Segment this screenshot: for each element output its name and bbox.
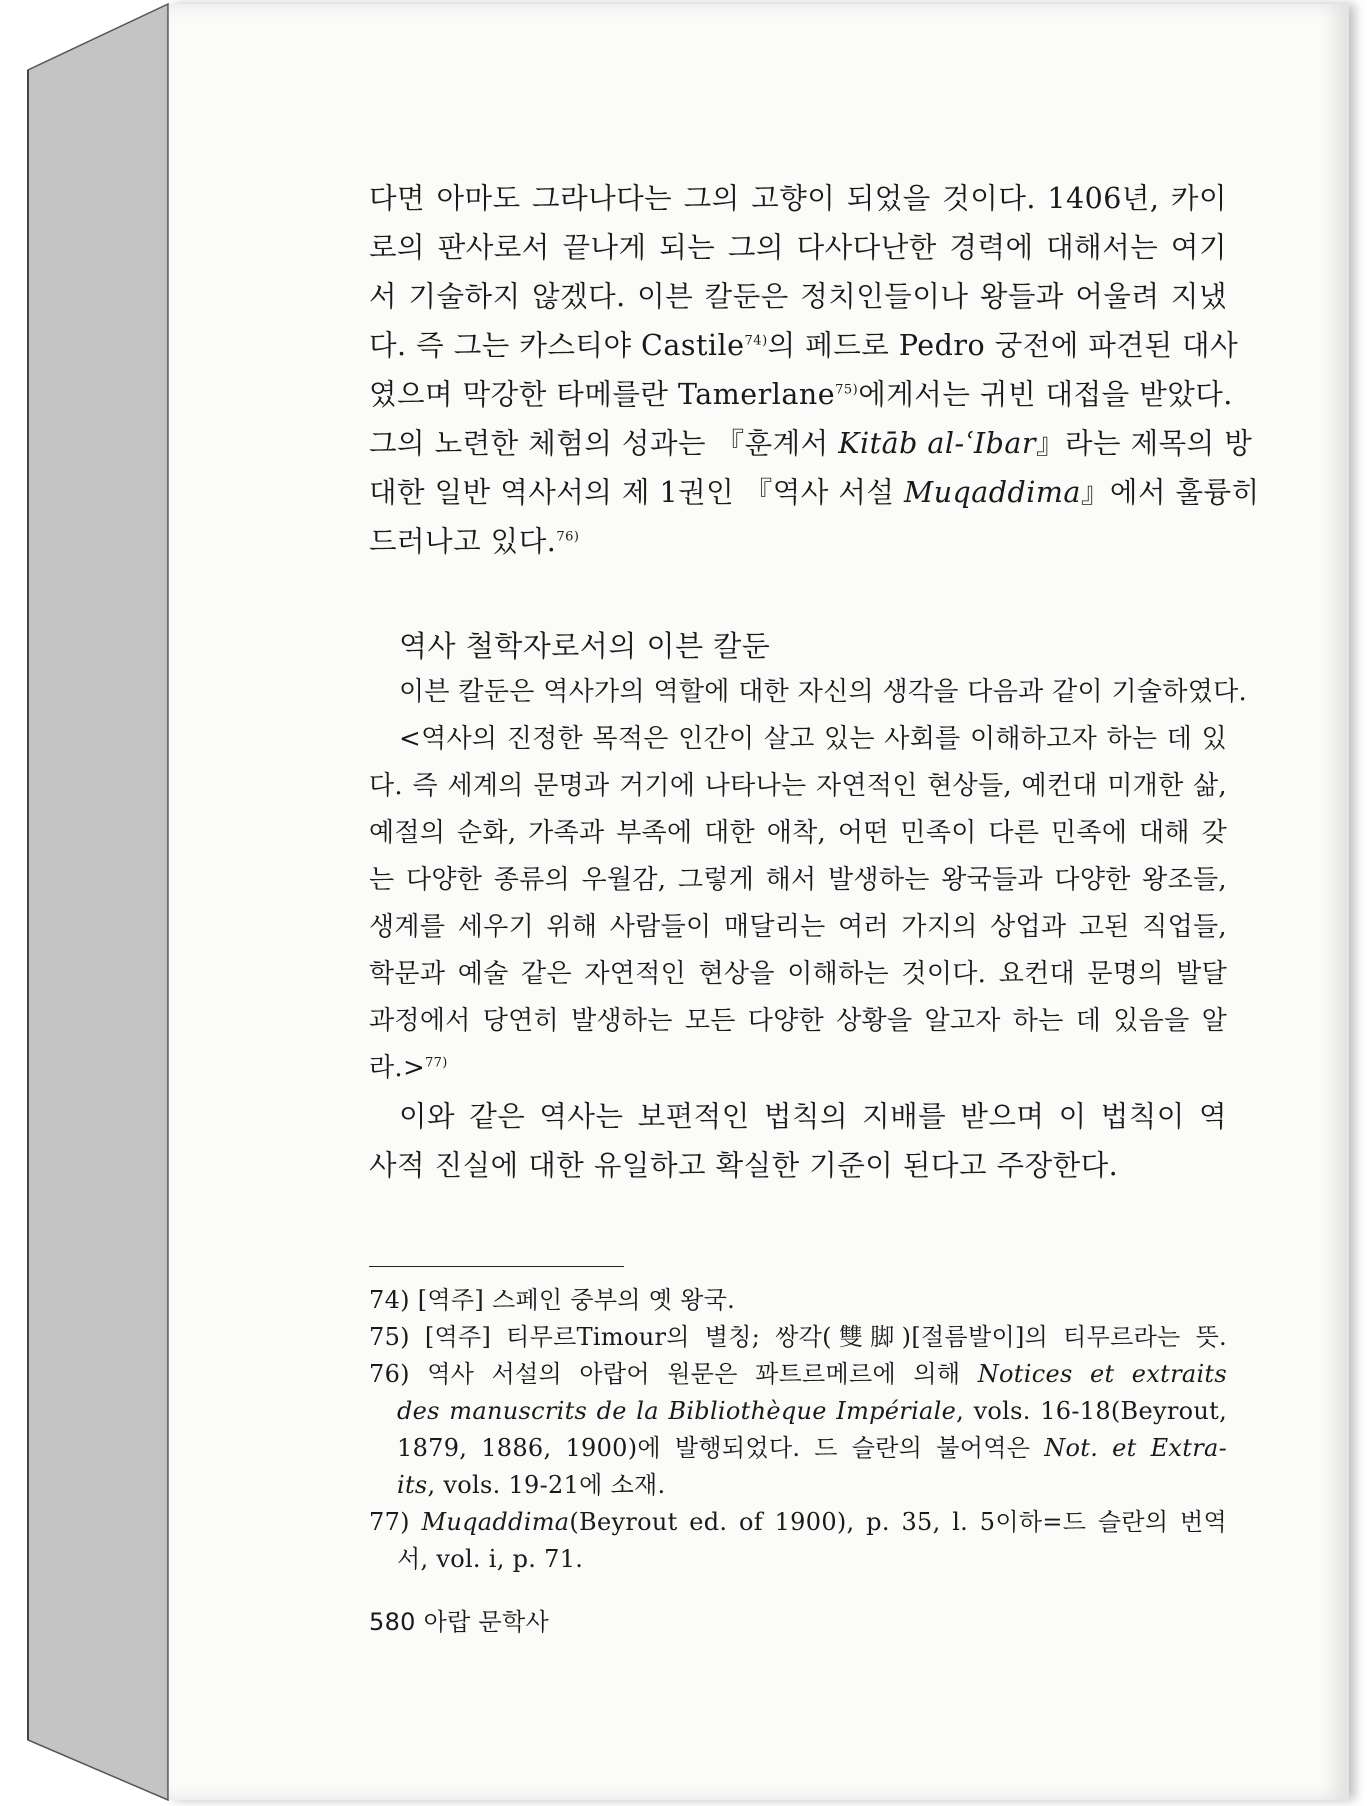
- footnotes: [369, 1282, 1227, 1578]
- text-line: <역사의 진정한 목적은 인간이 살고 있는 사회를 이해하고자 하는 데 있: [399, 724, 1227, 754]
- footnote-76-cont: des manuscrits de la Bibliothèque Impériale, vols. 16-18(Beyrout,: [397, 1397, 1228, 1425]
- text-line: 라.>$^{77)}$: [369, 1053, 448, 1083]
- footnote-ref: 75): [835, 382, 859, 398]
- footnote-ref: 76): [556, 529, 580, 545]
- body-paragraph: [369, 174, 1260, 566]
- book-title: 아랍 문학사: [423, 1608, 550, 1636]
- text-line: 이와 같은 역사는 보편적인 법칙의 지배를 받으며 이 법칙이 역: [399, 1100, 1227, 1133]
- footnote-divider: [369, 1266, 624, 1267]
- quote-block: [369, 669, 1248, 1092]
- text-line: 서 기술하지 않겠다. 이븐 칼둔은 정치인들이나 왕들과 어울려 지냈: [369, 280, 1227, 313]
- footnote-ref: 74): [744, 333, 768, 349]
- text-line: 사적 진실에 대한 유일하고 확실한 기준이 된다고 주장한다.: [369, 1149, 1119, 1182]
- footnote-76-cont: 1879, 1886, 1900)에 발행되었다. 드 슬란의 불어역은 Not. et Extra-: [397, 1434, 1228, 1462]
- text-line: 는 다양한 종류의 우월감, 그렇게 해서 발생하는 왕국들과 다양한 왕조들,: [369, 865, 1227, 895]
- footnote-77-cont: 서, vol. ⅰ, p. 71.: [397, 1545, 584, 1573]
- text-line: 다. 즉 세계의 문명과 거기에 나타나는 자연적인 현상들, 예컨대 미개한 삶,: [369, 771, 1227, 801]
- text-line: 과정에서 당연히 발생하는 모든 다양한 상황을 알고자 하는 데 있음을 알: [369, 1006, 1227, 1036]
- footnote-76-cont: its, vols. 19-21에 소재.: [397, 1471, 666, 1499]
- footnote-76: 76) 역사 서설의 아랍어 원문은 꽈트르메르에 의해 Notices et extraits: [369, 1360, 1227, 1388]
- footnote-77: 77) Muqaddima(Beyrout ed. of 1900), p. 35, l. 5이하=드 슬란의 번역: [369, 1508, 1227, 1536]
- closing-paragraph: [369, 1092, 1227, 1190]
- footnote-74: 74) [역주] 스페인 중부의 옛 왕국.: [369, 1286, 736, 1314]
- text-line: 다. 즉 그는 카스티야 Castile$^{74)}$의 페드로 Pedro 궁전에 파견된 대사: [369, 329, 1239, 362]
- text-line: 그의 노련한 체험의 성과는 『훈계서 Kitāb al-ʿIbar』라는 제목의 방: [369, 427, 1253, 460]
- text-line: 이븐 칼둔은 역사가의 역할에 대한 자신의 생각을 다음과 같이 기술하였다.: [399, 677, 1248, 707]
- footnote-ref: 77): [425, 1055, 448, 1071]
- text-line: 대한 일반 역사서의 제 1권인 『역사 서설 Muqaddima』에서 훌륭히: [369, 476, 1260, 509]
- book-page: [168, 4, 1349, 1800]
- text-line: 로의 판사로서 끝나게 되는 그의 다사다난한 경력에 대해서는 여기: [369, 231, 1227, 264]
- page-content: [369, 174, 1260, 1636]
- text-line: 생계를 세우기 위해 사람들이 매달리는 여러 가지의 상업과 고된 직업들,: [369, 912, 1227, 942]
- text-line: 학문과 예술 같은 자연적인 현상을 이해하는 것이다. 요컨대 문명의 발달: [369, 959, 1227, 989]
- text-line: 였으며 막강한 타메를란 Tamerlane$^{75)}$에게서는 귀빈 대접을 받았다.: [369, 378, 1233, 411]
- text-line: 예절의 순화, 가족과 부족에 대한 애착, 어떤 민족이 다른 민족에 대해 갖: [369, 818, 1227, 848]
- footnote-75: 75) [역주] 티무르Timour의 별칭; 쌍각(雙脚)[절름발이]의 티무르라는 뜻.: [369, 1323, 1227, 1351]
- page-footer: [369, 1602, 549, 1637]
- text-line: 다면 아마도 그라나다는 그의 고향이 되었을 것이다. 1406년, 카이: [369, 182, 1227, 215]
- text-line: 드러나고 있다.$^{76)}$: [369, 525, 580, 558]
- section-heading: 역사 철학자로서의 이븐 칼둔: [399, 629, 771, 663]
- page-number: 580: [369, 1608, 416, 1636]
